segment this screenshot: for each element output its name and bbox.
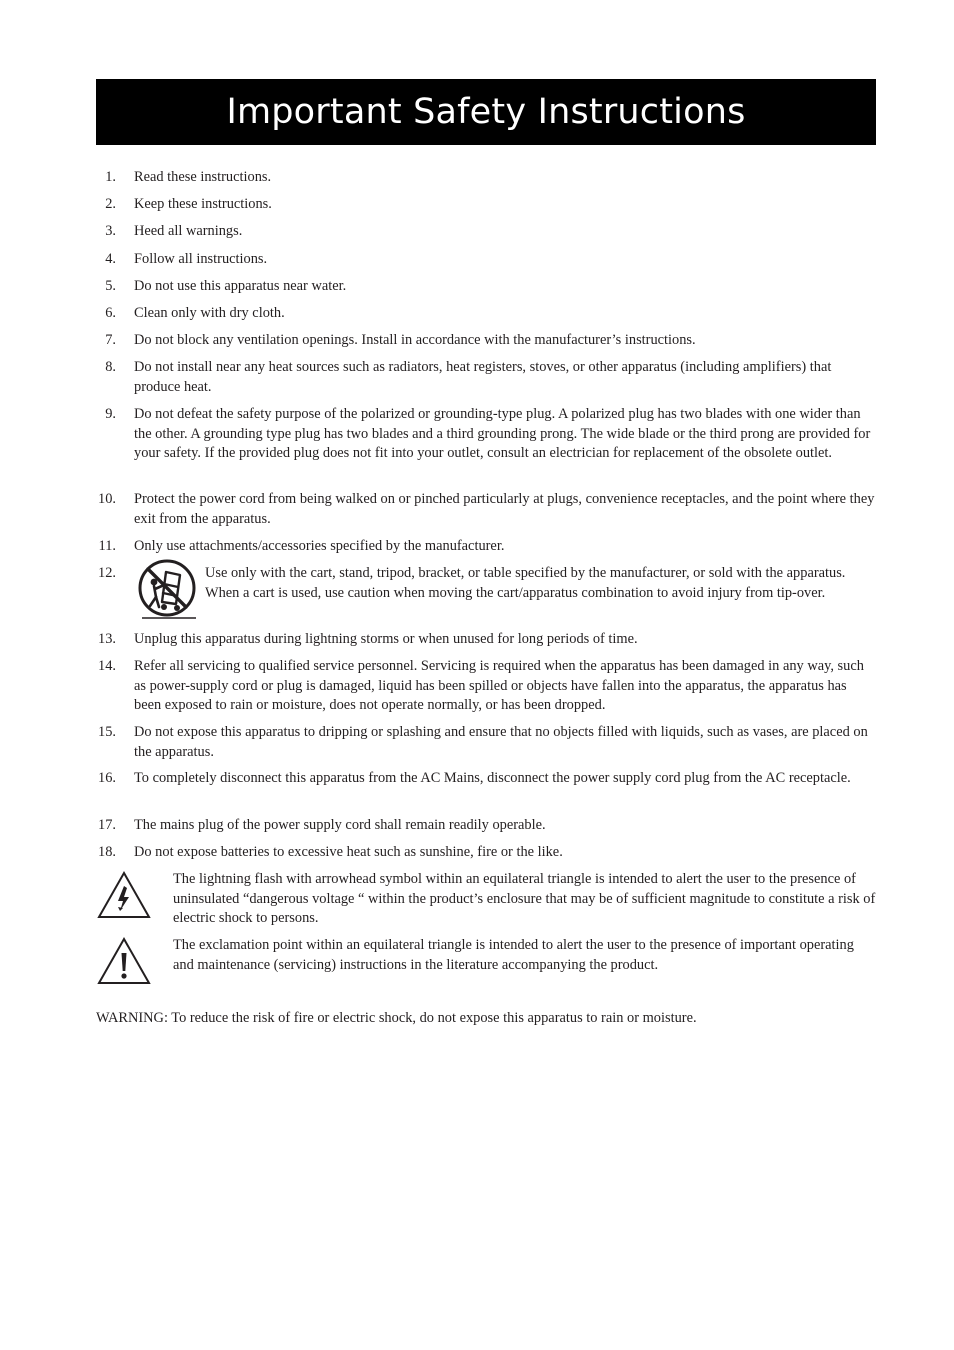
item-number: 12. xyxy=(98,565,116,581)
item-text: Read these instructions. xyxy=(134,169,272,185)
item-text: Follow all instructions. xyxy=(134,251,268,267)
item-text: Refer all servicing to qualified service personnel. Servicing is required when the apparatus has been damaged in any way, such as power-supply cord or plug is damaged, liquid has been spilled or objects have fallen into the apparatus, the apparatus has been exposed to rain or moisture, does not operate normally, or has been dropped. xyxy=(134,658,864,713)
list-item xyxy=(96,769,876,789)
item-text: Use only with the cart, stand, tripod, bracket, or table specified by the manufacturer, or sold with the apparatus. When a cart is used, use caution when moving the cart/apparatus combination to avoid injury from tip-over. xyxy=(205,565,846,601)
item-text: Heed all warnings. xyxy=(134,223,243,239)
item-text: The mains plug of the power supply cord shall remain readily operable. xyxy=(134,817,546,833)
lightning-symbol-note xyxy=(96,870,876,929)
item-text: Only use attachments/accessories specified by the manufacturer. xyxy=(134,538,505,554)
item-number: 13. xyxy=(98,631,116,647)
cart-tip-over-warning-icon xyxy=(136,558,198,620)
lightning-symbol-text: The lightning flash with arrowhead symbol within an equilateral triangle is intended to alert the user to the presence of uninsulated “dangerous voltage “ within the product’s enclosure that may be of sufficient magnitude to constitute a risk of electric shock to persons. xyxy=(173,871,876,926)
list-item xyxy=(96,630,876,650)
item-number: 14. xyxy=(98,658,116,674)
item-text: Clean only with dry cloth. xyxy=(134,305,285,321)
list-item xyxy=(96,222,876,242)
list-item xyxy=(96,564,876,603)
lightning-triangle-icon xyxy=(96,870,152,920)
item-text: To completely disconnect this apparatus from the AC Mains, disconnect the power supply cord plug from the AC receptacle. xyxy=(134,770,851,786)
item-number: 16. xyxy=(98,770,116,786)
item-number: 17. xyxy=(98,817,116,833)
item-text: Do not expose batteries to excessive heat such as sunshine, fire or the like. xyxy=(134,844,563,860)
exclamation-symbol-note xyxy=(96,936,876,975)
item-text: Do not install near any heat sources such as radiators, heat registers, stoves, or other apparatus (including amplifiers) that produce heat. xyxy=(134,359,832,395)
list-item xyxy=(96,843,876,863)
list-item xyxy=(96,168,876,188)
list-item xyxy=(96,405,876,464)
item-number: 11. xyxy=(98,538,116,554)
item-number: 7. xyxy=(105,332,116,348)
exclamation-symbol-text: The exclamation point within an equilateral triangle is intended to alert the user to the presence of important operating and maintenance (servicing) instructions in the literature accompanying the product. xyxy=(173,937,854,973)
list-item xyxy=(96,490,876,529)
list-item xyxy=(96,657,876,716)
exclamation-triangle-icon xyxy=(96,936,152,986)
warning-text: WARNING: To reduce the risk of fire or electric shock, do not expose this apparatus to rain or moisture. xyxy=(96,1010,697,1026)
list-item xyxy=(96,304,876,324)
list-item xyxy=(96,195,876,215)
list-item xyxy=(96,816,876,836)
list-item xyxy=(96,358,876,397)
list-item xyxy=(96,723,876,762)
list-item xyxy=(96,277,876,297)
item-number: 5. xyxy=(105,278,116,294)
page-title: Important Safety Instructions xyxy=(226,92,746,132)
list-item xyxy=(96,331,876,351)
item-text: Keep these instructions. xyxy=(134,196,272,212)
item-number: 8. xyxy=(105,359,116,375)
title-bar xyxy=(96,79,876,145)
item-text: Do not expose this apparatus to dripping or splashing and ensure that no objects filled with liquids, such as vases, are placed on the apparatus. xyxy=(134,724,868,760)
item-text: Protect the power cord from being walked on or pinched particularly at plugs, convenience receptacles, and the point where they exit from the apparatus. xyxy=(134,491,875,527)
item-number: 9. xyxy=(105,406,116,422)
item-number: 2. xyxy=(105,196,116,212)
item-number: 3. xyxy=(105,223,116,239)
item-number: 6. xyxy=(105,305,116,321)
list-item xyxy=(96,250,876,270)
item-text: Do not use this apparatus near water. xyxy=(134,278,347,294)
item-text: Do not defeat the safety purpose of the polarized or grounding-type plug. A polarized plug has two blades with one wider than the other. A grounding type plug has two blades and a third grounding prong. The wide blade or the third prong are provided for your safety. If the provided plug does not fit into your outlet, consult an electrician for replacement of the obsolete outlet. xyxy=(134,406,871,461)
item-number: 15. xyxy=(98,724,116,740)
item-text: Unplug this apparatus during lightning storms or when unused for long periods of time. xyxy=(134,631,638,647)
list-item xyxy=(96,537,876,557)
item-number: 4. xyxy=(105,251,116,267)
item-text: Do not block any ventilation openings. Install in accordance with the manufacturer’s instructions. xyxy=(134,332,696,348)
item-number: 10. xyxy=(98,491,116,507)
item-number: 18. xyxy=(98,844,116,860)
item-number: 1. xyxy=(105,169,116,185)
